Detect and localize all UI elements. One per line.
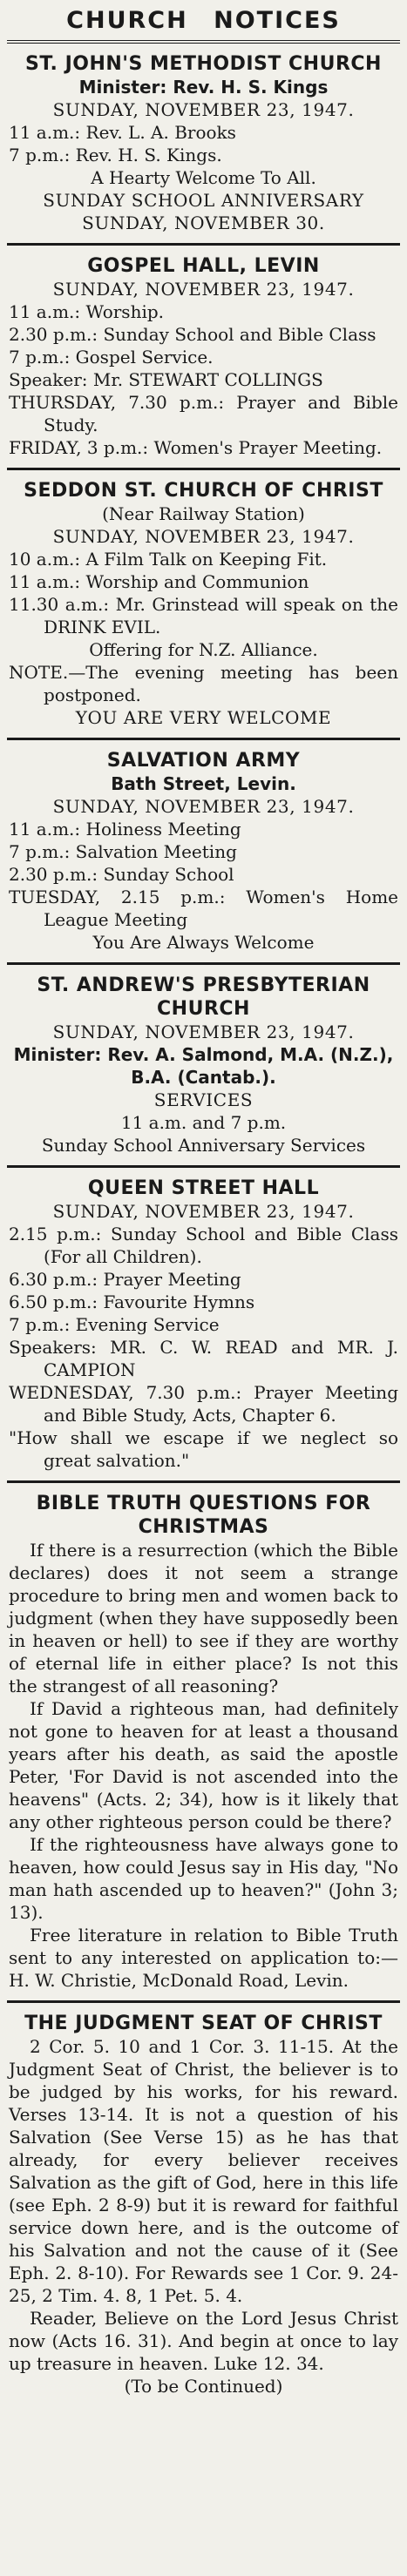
notice-title: THE JUDGMENT SEAT OF CHRIST — [24, 2013, 383, 2034]
article-paragraph: If David a righteous man, had definitely not gone to heaven for at least a thousand years after his death, as said the apostle Peter, 'For David is not ascended into the heavens" (Acts. 2; 34), how is it likely that any other righteous person could be there? — [9, 1698, 398, 1832]
service-line: 7 p.m.: Gospel Service. — [9, 347, 214, 368]
service-line: WEDNESDAY, 7.30 p.m.: Prayer Meeting and Bible Study, Acts, Chapter 6. — [9, 1382, 398, 1426]
service-line: Speakers: MR. C. W. READ and MR. J. CAMPION — [9, 1337, 398, 1380]
article-paragraph: Free literature in relation to Bible Truth sent to any interested on application to:—H. W. Christie, McDonald Road, Levin. — [9, 1925, 398, 1991]
service-date: SUNDAY, NOVEMBER 23, 1947. — [52, 526, 355, 547]
continued-line: (To be Continued) — [124, 2376, 283, 2397]
service-line: Speaker: Mr. STEWART COLLINGS — [9, 369, 323, 390]
article-paragraph: If there is a resurrection (which the Bible declares) does it not seem a strange procedure to bring men and women back to judgment (when they have supposedly been in heaven or hell) to see if they are worthy of eternal life in either place? Is not this the strangest of all reasoning? — [9, 1540, 398, 1696]
service-date: SUNDAY, NOVEMBER 23, 1947. — [52, 1201, 355, 1222]
notice-title: SALVATION ARMY — [106, 750, 301, 772]
note-line: NOTE.—The evening meeting has been postponed. — [9, 662, 398, 705]
scripture-quote: "How shall we escape if we neglect so great salvation." — [9, 1427, 398, 1471]
service-line: 11 a.m.: Rev. L. A. Brooks — [9, 122, 236, 143]
article-paragraph: Reader, Believe on the Lord Jesus Christ now (Acts 16. 31). And begin at once to lay up treasure in heaven. Luke 12. 34. — [9, 2308, 398, 2374]
notice-address: Bath Street, Levin. — [111, 773, 296, 794]
service-line: TUESDAY, 2.15 p.m.: Women's Home League Meeting — [9, 887, 398, 930]
service-line: 6.30 p.m.: Prayer Meeting — [9, 1269, 241, 1290]
notice-title: SEDDON ST. CHURCH OF CHRIST — [24, 480, 383, 502]
article-paragraph: 2 Cor. 5. 10 and 1 Cor. 3. 11-15. At the Judgment Seat of Christ, the believer is to be judged by his works, for his reward. Verses 13-14. It is not a question of his Salvation (See Verse 15) as he has that already, for every believer receives Salvation as the gift of God, here in this life (see Eph. 2 8-9) but it is reward for faithful service down here, and is the outcome of his Salvation and not the cause of it (See Eph. 2. 8-10). For Rewards see 1 Cor. 9. 24-25, 2 Tim. 4. 8, 1 Pet. 5. 4. — [9, 2036, 398, 2306]
service-date: SUNDAY, NOVEMBER 23, 1947. — [52, 279, 355, 300]
anniversary-line: Sunday School Anniversary Services — [41, 1135, 366, 1156]
welcome-line: You Are Always Welcome — [92, 932, 315, 953]
notice-title: GOSPEL HALL, LEVIN — [87, 255, 320, 277]
service-date: SUNDAY, NOVEMBER 23, 1947. — [52, 99, 355, 120]
minister: Minister: Rev. H. S. Kings — [78, 77, 329, 98]
service-line: FRIDAY, 3 p.m.: Women's Prayer Meeting. — [9, 437, 383, 458]
anniversary-date: SUNDAY, NOVEMBER 30. — [82, 212, 325, 233]
service-line: 11 a.m.: Holiness Meeting — [9, 819, 241, 840]
service-line: 7 p.m.: Rev. H. S. Kings. — [9, 145, 222, 165]
welcome-line: YOU ARE VERY WELCOME — [75, 707, 332, 728]
service-line: 7 p.m.: Evening Service — [9, 1314, 220, 1335]
service-line: 2.15 p.m.: Sunday School and Bible Class (For all Children). — [9, 1224, 398, 1267]
notice-seddon-church — [7, 470, 400, 740]
service-line: 11 a.m.: Worship. — [9, 301, 165, 322]
service-line: 2.30 p.m.: Sunday School and Bible Class — [9, 324, 376, 345]
service-line: 11 a.m.: Worship and Communion — [9, 571, 309, 592]
service-line: 10 a.m.: A Film Talk on Keeping Fit. — [9, 549, 328, 570]
service-line: 2.30 p.m.: Sunday School — [9, 864, 234, 885]
notice-subtitle: (Near Railway Station) — [102, 503, 305, 524]
anniversary-line: SUNDAY SCHOOL ANNIVERSARY — [43, 190, 364, 211]
notice-bible-truth — [7, 1483, 400, 2003]
notice-gospel-hall — [7, 246, 400, 470]
article-paragraph: If the righteousness have always gone to heaven, how could Jesus say in His day, "No man hath ascended up to heaven?" (John 3; 13). — [9, 1834, 398, 1923]
notice-queen-street-hall — [7, 1168, 400, 1483]
notice-title: QUEEN STREET HALL — [87, 1177, 320, 1199]
notice-presbyterian — [7, 965, 400, 1168]
welcome-line: A Hearty Welcome To All. — [91, 167, 316, 188]
notice-methodist — [7, 44, 400, 246]
notice-title: ST. ANDREW'S PRESBYTERIAN CHURCH — [37, 974, 370, 1020]
service-line: 11.30 a.m.: Mr. Grinstead will speak on the DRINK EVIL. — [9, 594, 398, 637]
service-times: 11 a.m. and 7 p.m. — [120, 1112, 287, 1133]
offering-line: Offering for N.Z. Alliance. — [89, 639, 318, 660]
minister: Minister: Rev. A. Salmond, M.A. (N.Z.), B.A. (Cantab.). — [13, 1044, 394, 1088]
service-line: 6.50 p.m.: Favourite Hymns — [9, 1291, 255, 1312]
services-heading: SERVICES — [153, 1089, 254, 1110]
masthead: CHURCH NOTICES — [7, 3, 400, 44]
service-line: 7 p.m.: Salvation Meeting — [9, 841, 237, 862]
service-date: SUNDAY, NOVEMBER 23, 1947. — [52, 796, 355, 817]
notice-judgment-seat — [7, 2003, 400, 2406]
notice-title: BIBLE TRUTH QUESTIONS FOR CHRISTMAS — [36, 1493, 371, 1538]
notice-salvation-army — [7, 740, 400, 965]
notice-title: ST. JOHN'S METHODIST CHURCH — [25, 53, 382, 75]
service-line: THURSDAY, 7.30 p.m.: Prayer and Bible Study. — [9, 392, 398, 435]
service-date: SUNDAY, NOVEMBER 23, 1947. — [52, 1022, 355, 1042]
